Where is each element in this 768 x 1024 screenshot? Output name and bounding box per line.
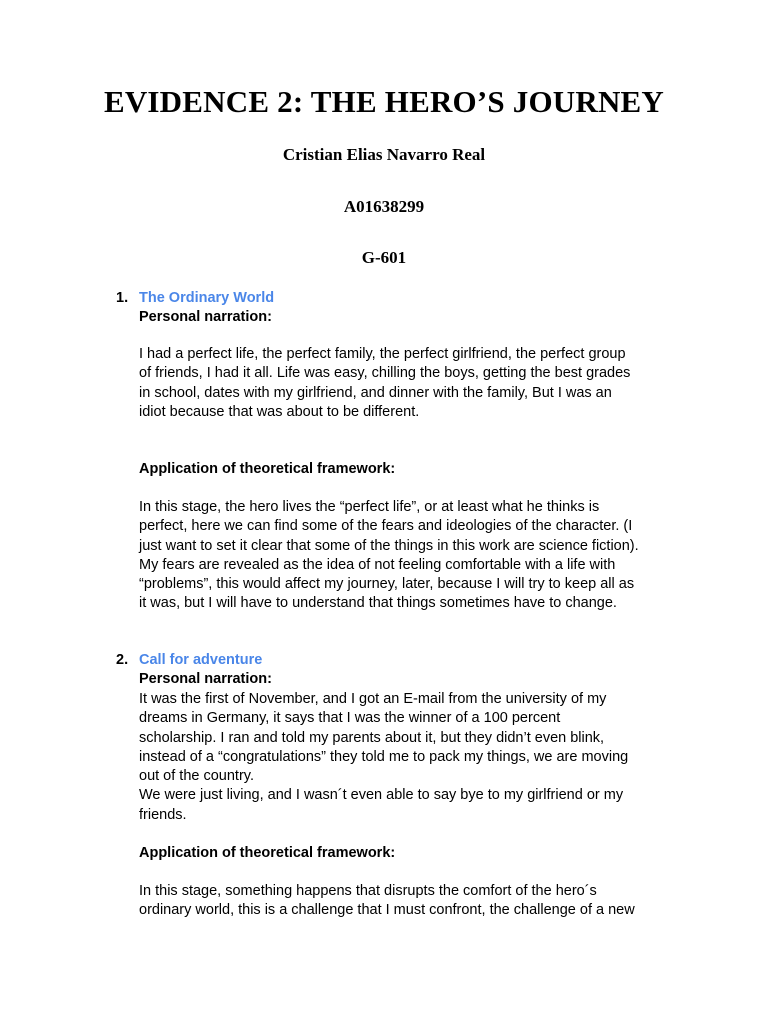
framework-label: Application of theoretical framework: <box>139 845 396 861</box>
personal-narration-text: I had a perfect life, the perfect family, the perfect girlfriend, the perfect group of friends, I had it all. Life was easy, chilling the boys, getting the best grades in school, dates with my girlfriend, and dinner with the family, But I was an idiot because that was about to be different. <box>139 346 631 420</box>
group-code: G-601 <box>361 248 407 267</box>
author-name: Cristian Elias Navarro Real <box>282 145 486 164</box>
section-heading: Call for adventure <box>139 652 263 668</box>
personal-narration-text: It was the first of November, and I got an E-mail from the university of my dreams in Germany, it says that I was the winner of a 100 percent scholarship. I ran and told my parents about it, but they didn’t even blink, instead of a “congratulations” they told me to pack my things, we are moving out of the country. We were just living, and I wasn´t even able to say bye to my girlfriend or my friends. <box>139 691 629 823</box>
section-heading: The Ordinary World <box>139 290 275 306</box>
personal-narration-label: Personal narration: <box>139 309 272 325</box>
framework-text: In this stage, the hero lives the “perfect life”, or at least what he thinks is perfect, here we can find some of the fears and ideologies of the character. (I just want to set it clear that some of the things in this work are science fiction). My fears are revealed as the idea of not feeling comfortable with a life with “problems”, this would affect my journey, later, because I will try to keep all as it was, but I will have to understand that things sometimes have to change. <box>139 499 639 612</box>
framework-text: In this stage, something happens that disrupts the comfort of the hero´s ordinary world, this is a challenge that I must confront, the challenge of a new <box>139 883 635 919</box>
section-number: 2. <box>116 652 129 668</box>
student-id: A01638299 <box>343 197 425 216</box>
document-title: EVIDENCE 2: THE HERO’S JOURNEY <box>103 84 665 119</box>
section-number: 1. <box>116 290 129 306</box>
personal-narration-label: Personal narration: <box>139 671 272 687</box>
framework-label: Application of theoretical framework: <box>139 461 396 477</box>
